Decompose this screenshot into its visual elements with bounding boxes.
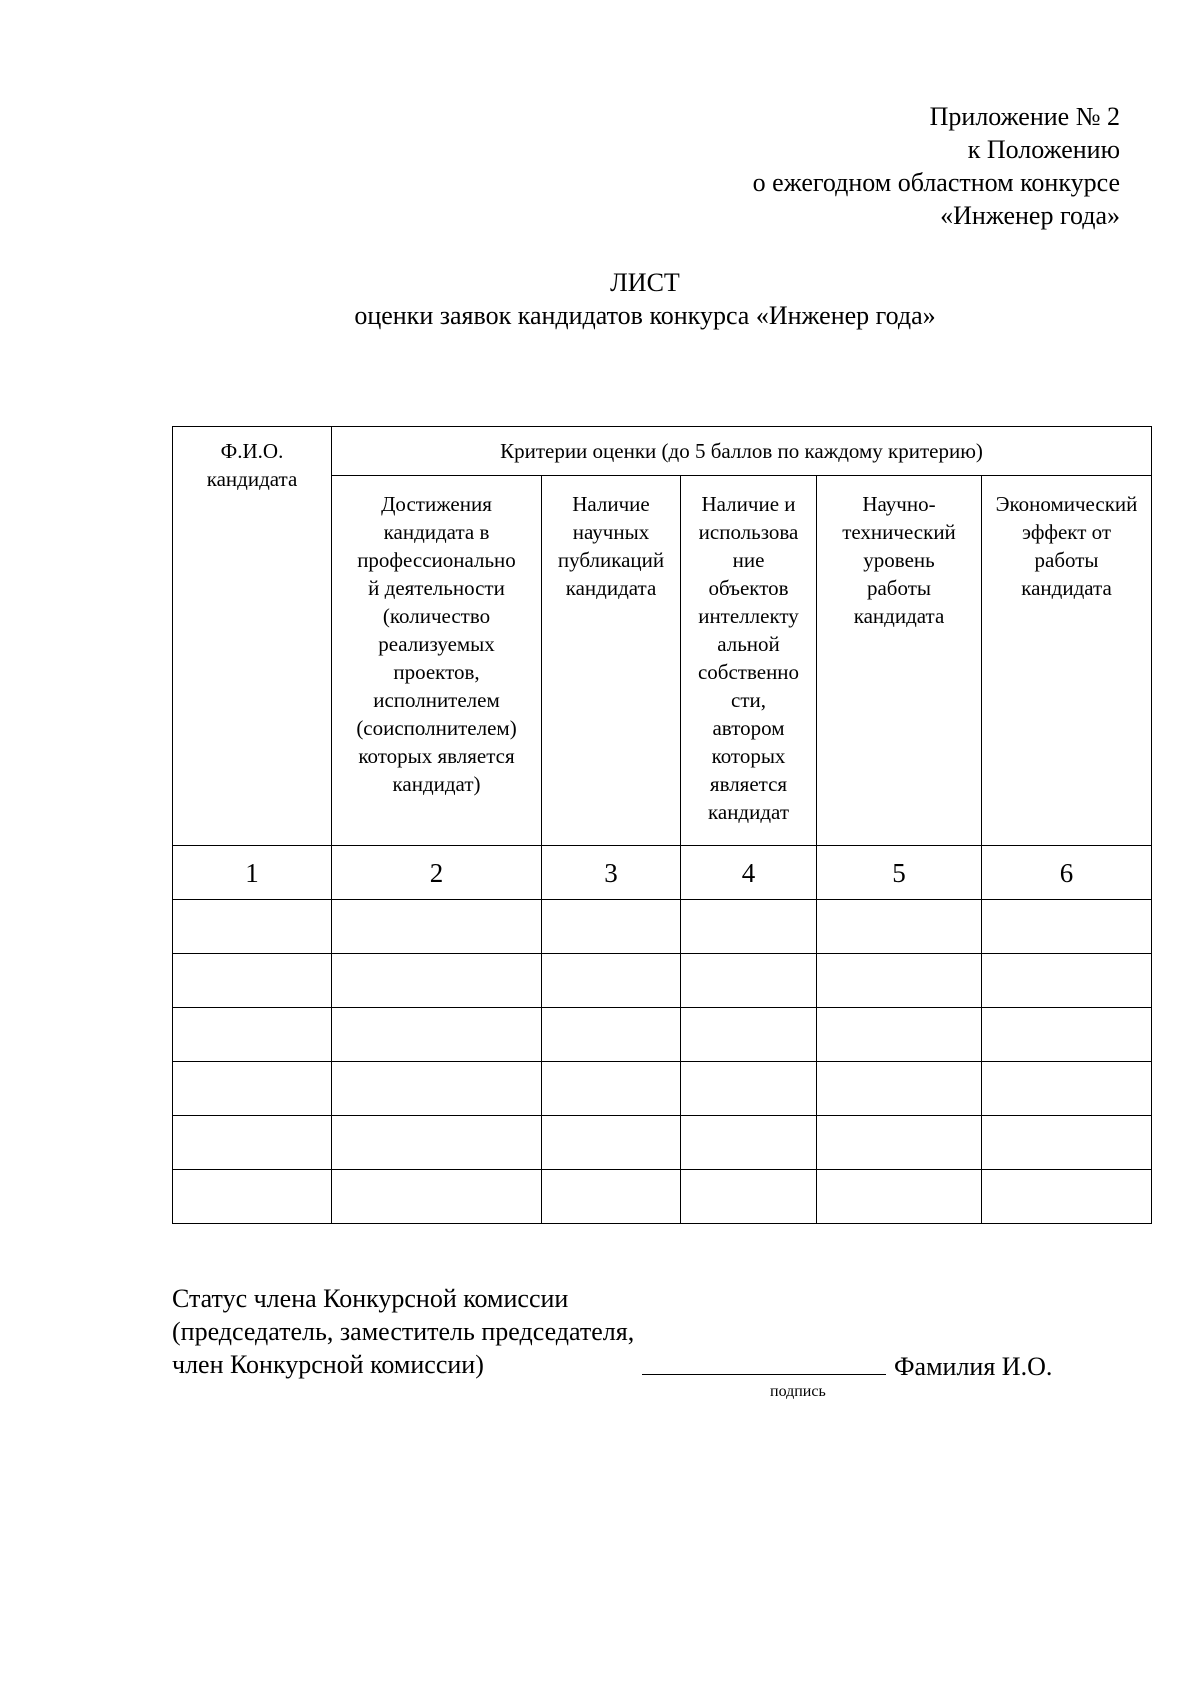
criterion-header-line: (соисполнителем) xyxy=(356,716,517,740)
score-cell[interactable] xyxy=(681,1008,817,1062)
score-cell[interactable] xyxy=(542,1062,681,1116)
criterion-header-line: которых xyxy=(711,744,786,768)
criterion-header-line: интеллекту xyxy=(698,604,799,628)
criterion-header-line: публикаций xyxy=(557,548,665,572)
score-cell[interactable] xyxy=(817,1062,982,1116)
criterion-header-line: автором xyxy=(712,716,785,740)
status-line: Статус члена Конкурсной комиссии xyxy=(172,1284,569,1313)
evaluation-table xyxy=(172,426,1152,1224)
table-row xyxy=(173,1062,1152,1116)
score-cell[interactable] xyxy=(542,954,681,1008)
criterion-header-line: Экономический xyxy=(995,492,1138,516)
criterion-header-cell xyxy=(542,476,681,846)
appendix-header xyxy=(753,100,1120,232)
title-line: ЛИСТ xyxy=(610,268,680,297)
score-cell[interactable] xyxy=(681,1062,817,1116)
score-cell[interactable] xyxy=(173,1116,332,1170)
criterion-header-line: работы xyxy=(1034,548,1099,572)
criterion-header-line: (количество xyxy=(382,604,491,628)
score-cell[interactable] xyxy=(817,1008,982,1062)
score-cell[interactable] xyxy=(332,1170,542,1224)
signature-caption: подпись xyxy=(770,1383,826,1400)
table-row xyxy=(173,954,1152,1008)
criterion-header-line: собственно xyxy=(697,660,800,684)
score-cell[interactable] xyxy=(173,1170,332,1224)
criterion-header-line: кандидат xyxy=(707,800,789,824)
score-cell[interactable] xyxy=(173,1008,332,1062)
criterion-header-cell xyxy=(982,476,1152,846)
score-cell[interactable] xyxy=(542,1170,681,1224)
score-cell[interactable] xyxy=(332,1116,542,1170)
score-cell[interactable] xyxy=(817,1116,982,1170)
score-cell[interactable] xyxy=(173,1062,332,1116)
document-title xyxy=(0,266,1200,332)
column-number-cell: 6 xyxy=(982,846,1152,900)
criterion-header-line: Научно- xyxy=(862,492,936,516)
score-cell[interactable] xyxy=(332,1062,542,1116)
fio-header-line: кандидата xyxy=(206,467,298,491)
criterion-header-line: которых является xyxy=(358,744,515,768)
table-row xyxy=(173,1116,1152,1170)
column-number-cell: 2 xyxy=(332,846,542,900)
criterion-header-cell xyxy=(332,476,542,846)
criteria-header-cell: Критерии оценки (до 5 баллов по каждому критерию) xyxy=(332,427,1152,476)
criterion-header-line: реализуемых xyxy=(378,632,495,656)
score-cell[interactable] xyxy=(332,900,542,954)
criterion-header-line: кандидата xyxy=(1021,576,1112,600)
score-cell[interactable] xyxy=(982,1008,1152,1062)
criterion-header-line: объектов xyxy=(708,576,789,600)
criterion-header-line: Наличие и xyxy=(701,492,796,516)
score-cell[interactable] xyxy=(681,954,817,1008)
score-cell[interactable] xyxy=(542,1008,681,1062)
score-cell[interactable] xyxy=(982,954,1152,1008)
table-row xyxy=(173,1170,1152,1224)
criterion-header-line: проектов, xyxy=(393,660,480,684)
appendix-line: к Положению xyxy=(967,135,1120,164)
criterion-header-line: кандидат) xyxy=(392,772,481,796)
criterion-header-line: ние xyxy=(732,548,765,572)
criterion-header-line: альной xyxy=(717,632,780,656)
criterion-header-line: й деятельности xyxy=(368,576,505,600)
score-cell[interactable] xyxy=(332,1008,542,1062)
column-number-cell: 4 xyxy=(681,846,817,900)
criterion-header-line: эффект от xyxy=(1021,520,1112,544)
criterion-header-line: научных xyxy=(572,520,650,544)
criterion-header-line: исполнителем xyxy=(373,688,500,712)
criterion-header-line: использова xyxy=(698,520,799,544)
criterion-header-line: кандидата в xyxy=(383,520,490,544)
criterion-header-line: профессионально xyxy=(357,548,516,572)
commission-status xyxy=(172,1282,634,1381)
column-number-cell: 1 xyxy=(173,846,332,900)
signature-line[interactable] xyxy=(642,1348,886,1375)
score-cell[interactable] xyxy=(982,1062,1152,1116)
score-cell[interactable] xyxy=(982,1116,1152,1170)
appendix-line: о ежегодном областном конкурсе xyxy=(752,168,1120,197)
fio-header-line: Ф.И.О. xyxy=(220,439,284,463)
score-cell[interactable] xyxy=(173,954,332,1008)
score-cell[interactable] xyxy=(817,1170,982,1224)
column-number-cell: 5 xyxy=(817,846,982,900)
score-cell[interactable] xyxy=(817,954,982,1008)
criterion-header-line: Достижения xyxy=(381,492,492,516)
criterion-header-cell xyxy=(817,476,982,846)
table-row xyxy=(173,1008,1152,1062)
criterion-header-line: кандидата xyxy=(565,576,657,600)
score-cell[interactable] xyxy=(817,900,982,954)
column-number-cell: 3 xyxy=(542,846,681,900)
score-cell[interactable] xyxy=(332,954,542,1008)
table-row xyxy=(173,900,1152,954)
score-cell[interactable] xyxy=(173,900,332,954)
criterion-header-line: технический xyxy=(842,520,956,544)
criterion-header-cell xyxy=(681,476,817,846)
score-cell[interactable] xyxy=(681,1170,817,1224)
fio-header-cell xyxy=(173,427,332,846)
score-cell[interactable] xyxy=(982,1170,1152,1224)
criterion-header-line: работы xyxy=(866,576,931,600)
score-cell[interactable] xyxy=(542,900,681,954)
criterion-header-line: Наличие xyxy=(572,492,650,516)
score-cell[interactable] xyxy=(982,900,1152,954)
signer-name: Фамилия И.О. xyxy=(894,1352,1053,1381)
score-cell[interactable] xyxy=(542,1116,681,1170)
status-line: (председатель, заместитель председателя, xyxy=(172,1317,635,1346)
score-cell[interactable] xyxy=(681,900,817,954)
appendix-line: «Инженер года» xyxy=(940,201,1120,230)
title-subline: оценки заявок кандидатов конкурса «Инженер года» xyxy=(354,301,936,330)
criterion-header-line: кандидата xyxy=(853,604,945,628)
status-line: член Конкурсной комиссии) xyxy=(172,1350,484,1379)
criterion-header-line: сти, xyxy=(731,688,766,712)
score-cell[interactable] xyxy=(681,1116,817,1170)
criterion-header-line: является xyxy=(709,772,788,796)
criterion-header-line: уровень xyxy=(863,548,935,572)
signature-block xyxy=(642,1348,1052,1383)
appendix-line: Приложение № 2 xyxy=(929,102,1120,131)
